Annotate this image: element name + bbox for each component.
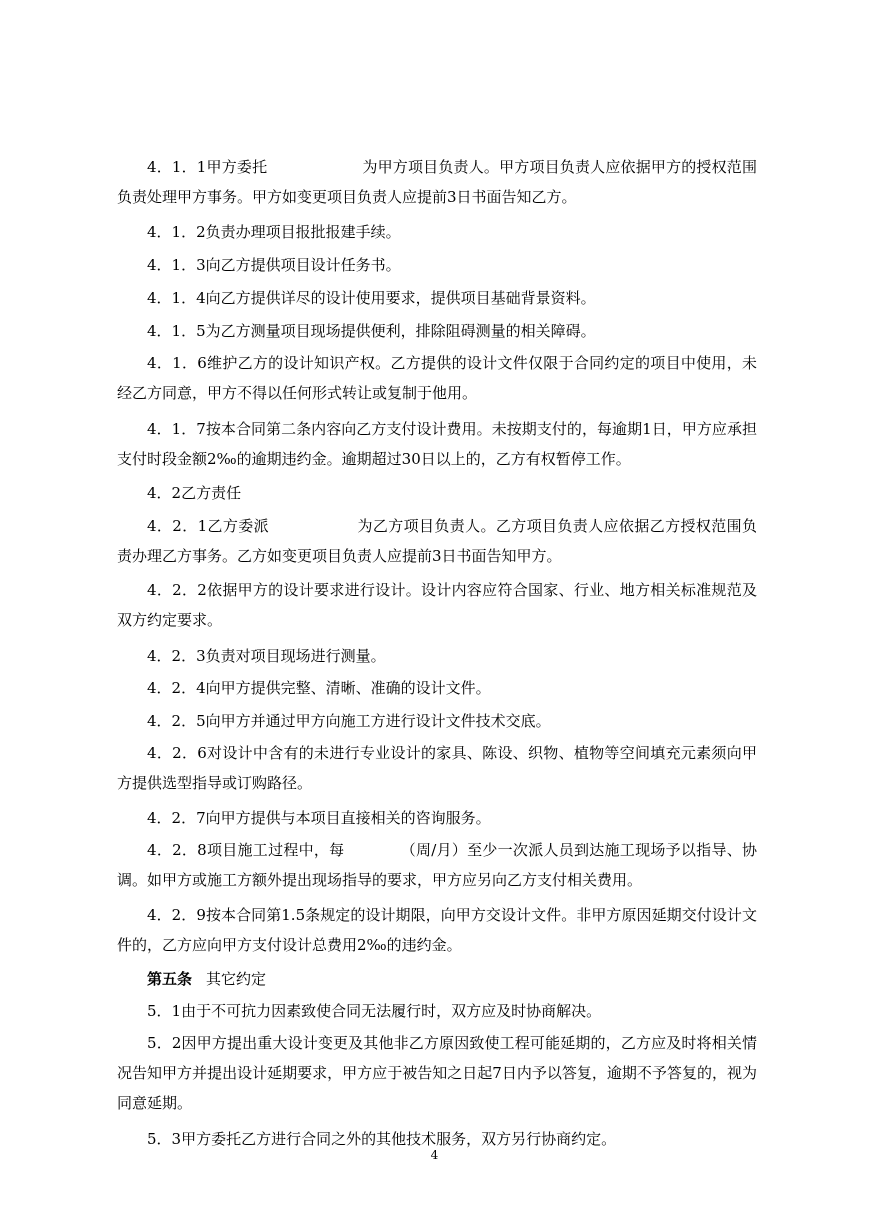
clause-4-2-9: 4．2．9按本合同第1.5条规定的设计期限，向甲方交设计文件。非甲方原因延期交付设计文件的，乙方应向甲方支付设计总费用2‰的违约金。: [117, 906, 757, 954]
clause-4-1-4: 4．1．4向乙方提供详尽的设计使用要求，提供项目基础背景资料。: [147, 289, 596, 307]
clause-4-2-5: 4．2．5向甲方并通过甲方向施工方进行设计文件技术交底。: [147, 712, 551, 730]
article-5-label: 第五条: [147, 970, 193, 988]
clause-4-2-3: 4．2．3负责对项目现场进行测量。: [147, 647, 386, 665]
clause-4-2-6: 4．2．6对设计中含有的未进行专业设计的家具、陈设、织物、植物等空间填充元素须向甲方提供选型指导或订购路径。: [117, 744, 757, 792]
clause-5-3: 5．3甲方委托乙方进行合同之外的其他技术服务，双方另行协商约定。: [147, 1130, 617, 1148]
clause-4-1-2: 4．1．2负责办理项目报批报建手续。: [147, 223, 401, 241]
section-4-2-heading: 4．2乙方责任: [147, 484, 242, 502]
clause-4-1-1: [117, 152, 757, 212]
page-number: 4: [430, 1148, 439, 1162]
clause-4-1-3: 4．1．3向乙方提供项目设计任务书。: [147, 256, 401, 274]
clause-4-2-8: [117, 835, 757, 895]
clause-5-1: 5．1由于不可抗力因素致使合同无法履行时，双方应及时协商解决。: [147, 1002, 602, 1020]
clause-4-2-4: 4．2．4向甲方提供完整、清晰、准确的设计文件。: [147, 679, 491, 697]
article-5-title: 其它约定: [206, 970, 267, 988]
clause-4-2-7: 4．2．7向甲方提供与本项目直接相关的咨询服务。: [147, 809, 491, 827]
clause-4-2-2: 4．2．2依据甲方的设计要求进行设计。设计内容应符合国家、行业、地方相关标准规范及双方约定要求。: [117, 581, 757, 629]
clause-4-2-8-rest: （周/月）至少一次派人员到达施工现场予以指导、协调。如甲方或施工方额外提出现场指导的要求，甲方应另向乙方支付相关费用。: [117, 841, 757, 889]
clause-4-1-5: 4．1．5为乙方测量项目现场提供便利，排除阻碍测量的相关障碍。: [147, 322, 596, 340]
clause-4-1-1-lead: 4．1．1甲方委托: [147, 158, 268, 176]
article-5-heading: [147, 964, 266, 994]
clause-4-2-1-rest: 为乙方项目负责人。乙方项目负责人应依据乙方授权范围负责办理乙方事务。乙方如变更项目负责人应提前3日书面告知甲方。: [117, 517, 757, 565]
clause-4-1-6: 4．1．6维护乙方的设计知识产权。乙方提供的设计文件仅限于合同约定的项目中使用，未经乙方同意，甲方不得以任何形式转让或复制于他用。: [117, 354, 757, 402]
clause-5-2: 5．2因甲方提出重大设计变更及其他非乙方原因致使工程可能延期的，乙方应及时将相关情况告知甲方并提出设计延期要求，甲方应于被告知之日起7日内予以答复，逾期不予答复的，视为同意延期。: [117, 1034, 757, 1112]
clause-4-1-7: 4．1．7按本合同第二条内容向乙方支付设计费用。未按期支付的，每逾期1日，甲方应承担支付时段金额2‰的逾期违约金。逾期超过30日以上的，乙方有权暂停工作。: [117, 420, 757, 468]
clause-4-1-1-rest: 为甲方项目负责人。甲方项目负责人应依据甲方的授权范围负责处理甲方事务。甲方如变更项目负责人应提前3日书面告知乙方。: [117, 158, 757, 206]
clause-4-2-8-lead: 4．2．8项目施工过程中，每: [147, 841, 345, 859]
clause-4-2-1-lead: 4．2．1乙方委派: [147, 517, 270, 535]
clause-4-2-1: [117, 511, 757, 571]
